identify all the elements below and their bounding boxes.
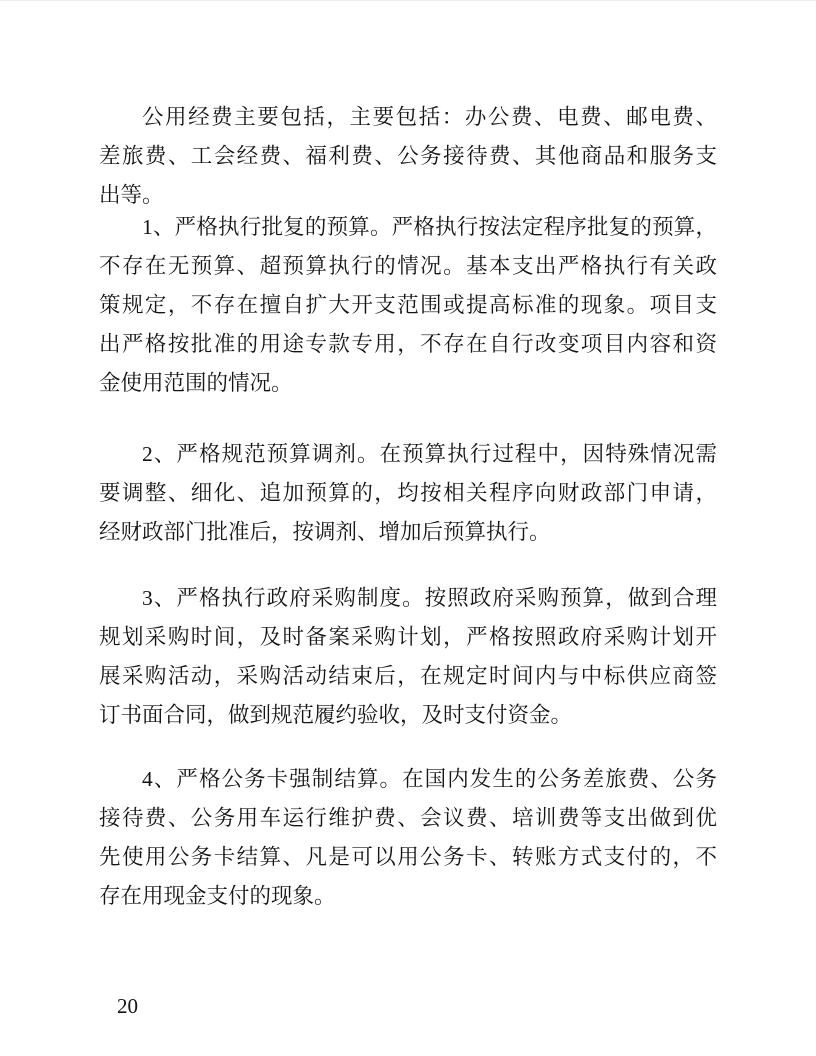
text-line: 3、严格执行政府采购制度。按照政府采购预算，做到合理 bbox=[142, 586, 717, 610]
paragraph-4 bbox=[99, 579, 717, 735]
text-line: 订书面合同，做到规范履约验收，及时支付资金。 bbox=[99, 703, 573, 727]
text-line: 不存在无预算、超预算执行的情况。基本支出严格执行有关政 bbox=[99, 254, 717, 278]
document-body bbox=[99, 98, 717, 916]
text-line: 要调整、细化、追加预算的，均按相关程序向财政部门申请， bbox=[99, 481, 717, 505]
text-line: 差旅费、工会经费、福利费、公务接待费、其他商品和服务支 bbox=[99, 144, 717, 168]
paragraph-3 bbox=[99, 435, 717, 552]
text-line: 出等。 bbox=[99, 183, 164, 207]
text-line: 公用经费主要包括，主要包括：办公费、电费、邮电费、 bbox=[142, 105, 717, 129]
page-top-edge bbox=[0, 0, 816, 1]
text-line: 策规定，不存在擅自扩大开支范围或提高标准的现象。项目支 bbox=[99, 293, 717, 317]
text-line: 存在用现金支付的现象。 bbox=[99, 884, 336, 908]
paragraph-2 bbox=[99, 208, 717, 403]
paragraph-1 bbox=[99, 98, 717, 215]
text-line: 展采购活动，采购活动结束后，在规定时间内与中标供应商签 bbox=[99, 664, 717, 688]
text-line: 经财政部门批准后，按调剂、增加后预算执行。 bbox=[99, 520, 551, 544]
page-number: 20 bbox=[117, 994, 138, 1018]
text-line: 4、严格公务卡强制结算。在国内发生的公务差旅费、公务 bbox=[142, 767, 717, 791]
text-line: 接待费、公务用车运行维护费、会议费、培训费等支出做到优 bbox=[99, 806, 717, 830]
text-line: 出严格按批准的用途专款专用，不存在自行改变项目内容和资 bbox=[99, 332, 717, 356]
text-line: 2、严格规范预算调剂。在预算执行过程中，因特殊情况需 bbox=[142, 442, 717, 466]
text-line: 先使用公务卡结算、凡是可以用公务卡、转账方式支付的，不 bbox=[99, 845, 717, 869]
text-line: 规划采购时间，及时备案采购计划，严格按照政府采购计划开 bbox=[99, 625, 717, 649]
paragraph-5 bbox=[99, 760, 717, 916]
text-line: 1、严格执行批复的预算。严格执行按法定程序批复的预算， bbox=[142, 215, 717, 239]
text-line: 金使用范围的情况。 bbox=[99, 371, 293, 395]
